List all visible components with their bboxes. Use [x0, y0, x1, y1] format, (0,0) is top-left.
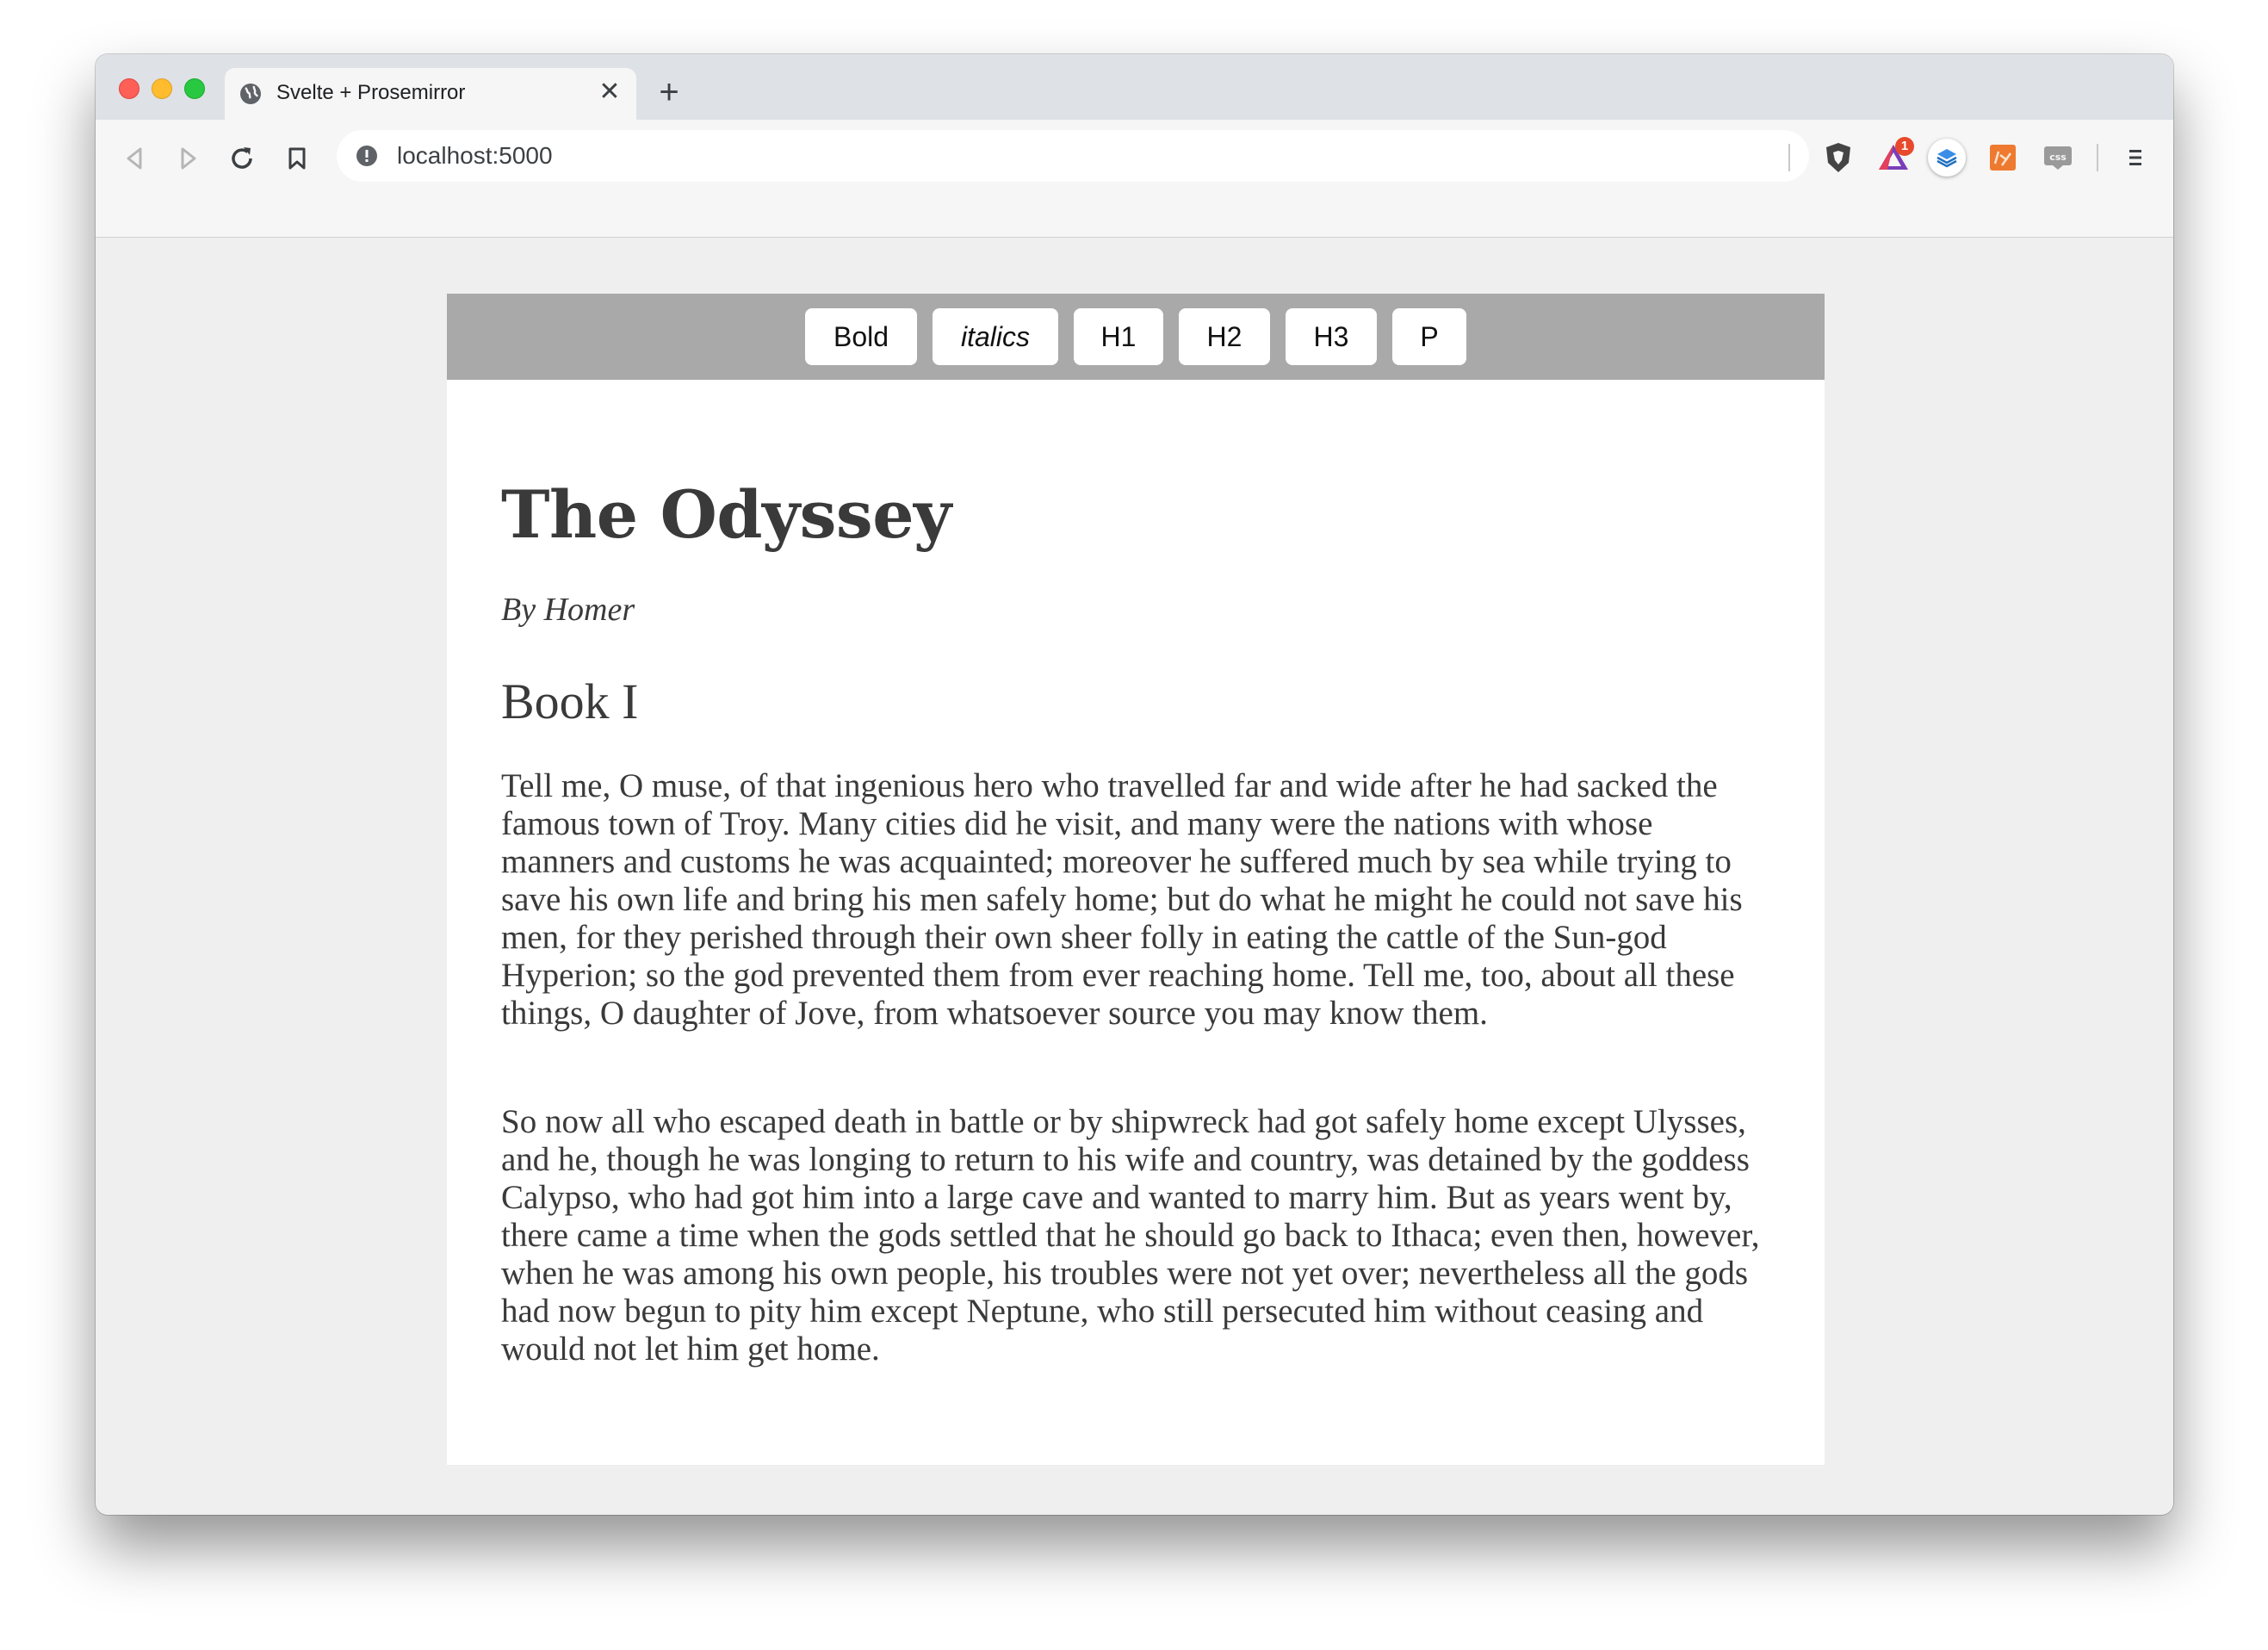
paragraph[interactable]: So now all who escaped death in battle or by shipwreck had got safely home except Ulysses, and he, though he was longing to return to his wife and country, was detained by the goddess Calypso, who had got him into a large cave and wanted to marry him. But as years went by, there came a time when the gods settled that he should go back to Ithaca; even then, however, when he was among his own people, his troubles were not yet over; nevertheless all the gods had now begun to pity him except Neptune, who still persecuted him without ceasing and would not let him get home.: [501, 1103, 1760, 1368]
paragraph[interactable]: Tell me, O muse, of that ingenious hero who travelled far and wide after he had sacked the famous town of Troy. Many cities did he visit, and many were the nations with whose manners and customs he was acquainted; moreover he suffered much by sea while trying to save his own life and bring his men safely home; but do what he might he could not save his men, for they perished through their own sheer folly in eating the cattle of the Sun-god Hyperion; so the god prevented them from ever reaching home. Tell me, too, about all these things, O daughter of Jove, from whatsoever source you may know them.: [501, 767, 1743, 1032]
svg-text:css: css: [2049, 152, 2067, 163]
page-viewport: [96, 238, 2173, 1515]
menu-icon[interactable]: [2116, 139, 2154, 177]
new-tab-button[interactable]: +: [659, 73, 679, 111]
reload-button[interactable]: [225, 141, 259, 176]
toolbar-divider: [2097, 144, 2098, 171]
rewards-badge: 1: [1895, 137, 1914, 156]
browser-tab[interactable]: [225, 68, 636, 120]
h1-button[interactable]: H1: [1074, 308, 1163, 365]
info-icon[interactable]: [356, 145, 378, 167]
italic-button[interactable]: italics: [933, 308, 1058, 365]
window-minimize-button[interactable]: [152, 78, 172, 99]
address-bar[interactable]: [337, 130, 1809, 182]
brave-shield-icon[interactable]: [1819, 139, 1857, 177]
bold-button[interactable]: Bold: [805, 308, 917, 365]
editor: [447, 294, 1825, 1465]
layers-extension-icon[interactable]: [1928, 139, 1966, 177]
toolbar-divider: [1788, 144, 1790, 171]
url-text: localhost:5000: [397, 142, 553, 169]
brave-rewards-icon[interactable]: [1875, 139, 1912, 177]
window-maximize-button[interactable]: [184, 78, 205, 99]
reload-icon: [228, 145, 256, 172]
forward-button[interactable]: [171, 141, 206, 176]
document-title[interactable]: The Odyssey: [501, 476, 951, 553]
browser-window: [96, 54, 2173, 1515]
back-icon: [125, 147, 144, 170]
bookmark-button[interactable]: [280, 141, 314, 176]
tab-strip: [96, 54, 2173, 120]
window-close-button[interactable]: [119, 78, 139, 99]
tab-title: Svelte + Prosemirror: [276, 81, 466, 104]
editor-menubar: [447, 294, 1825, 380]
html-extension-icon[interactable]: [1984, 139, 2022, 177]
section-heading[interactable]: Book I: [501, 673, 639, 729]
css-extension-icon[interactable]: [2039, 139, 2077, 177]
forward-icon: [179, 147, 198, 170]
bookmark-icon: [288, 146, 307, 171]
browser-toolbar: [96, 120, 2173, 238]
back-button[interactable]: [117, 141, 152, 176]
paragraph-button[interactable]: P: [1392, 308, 1466, 365]
h2-button[interactable]: H2: [1179, 308, 1270, 365]
close-tab-icon[interactable]: ✕: [598, 78, 621, 106]
h3-button[interactable]: H3: [1286, 308, 1377, 365]
globe-icon: [239, 82, 263, 106]
document-byline[interactable]: By Homer: [501, 592, 635, 628]
